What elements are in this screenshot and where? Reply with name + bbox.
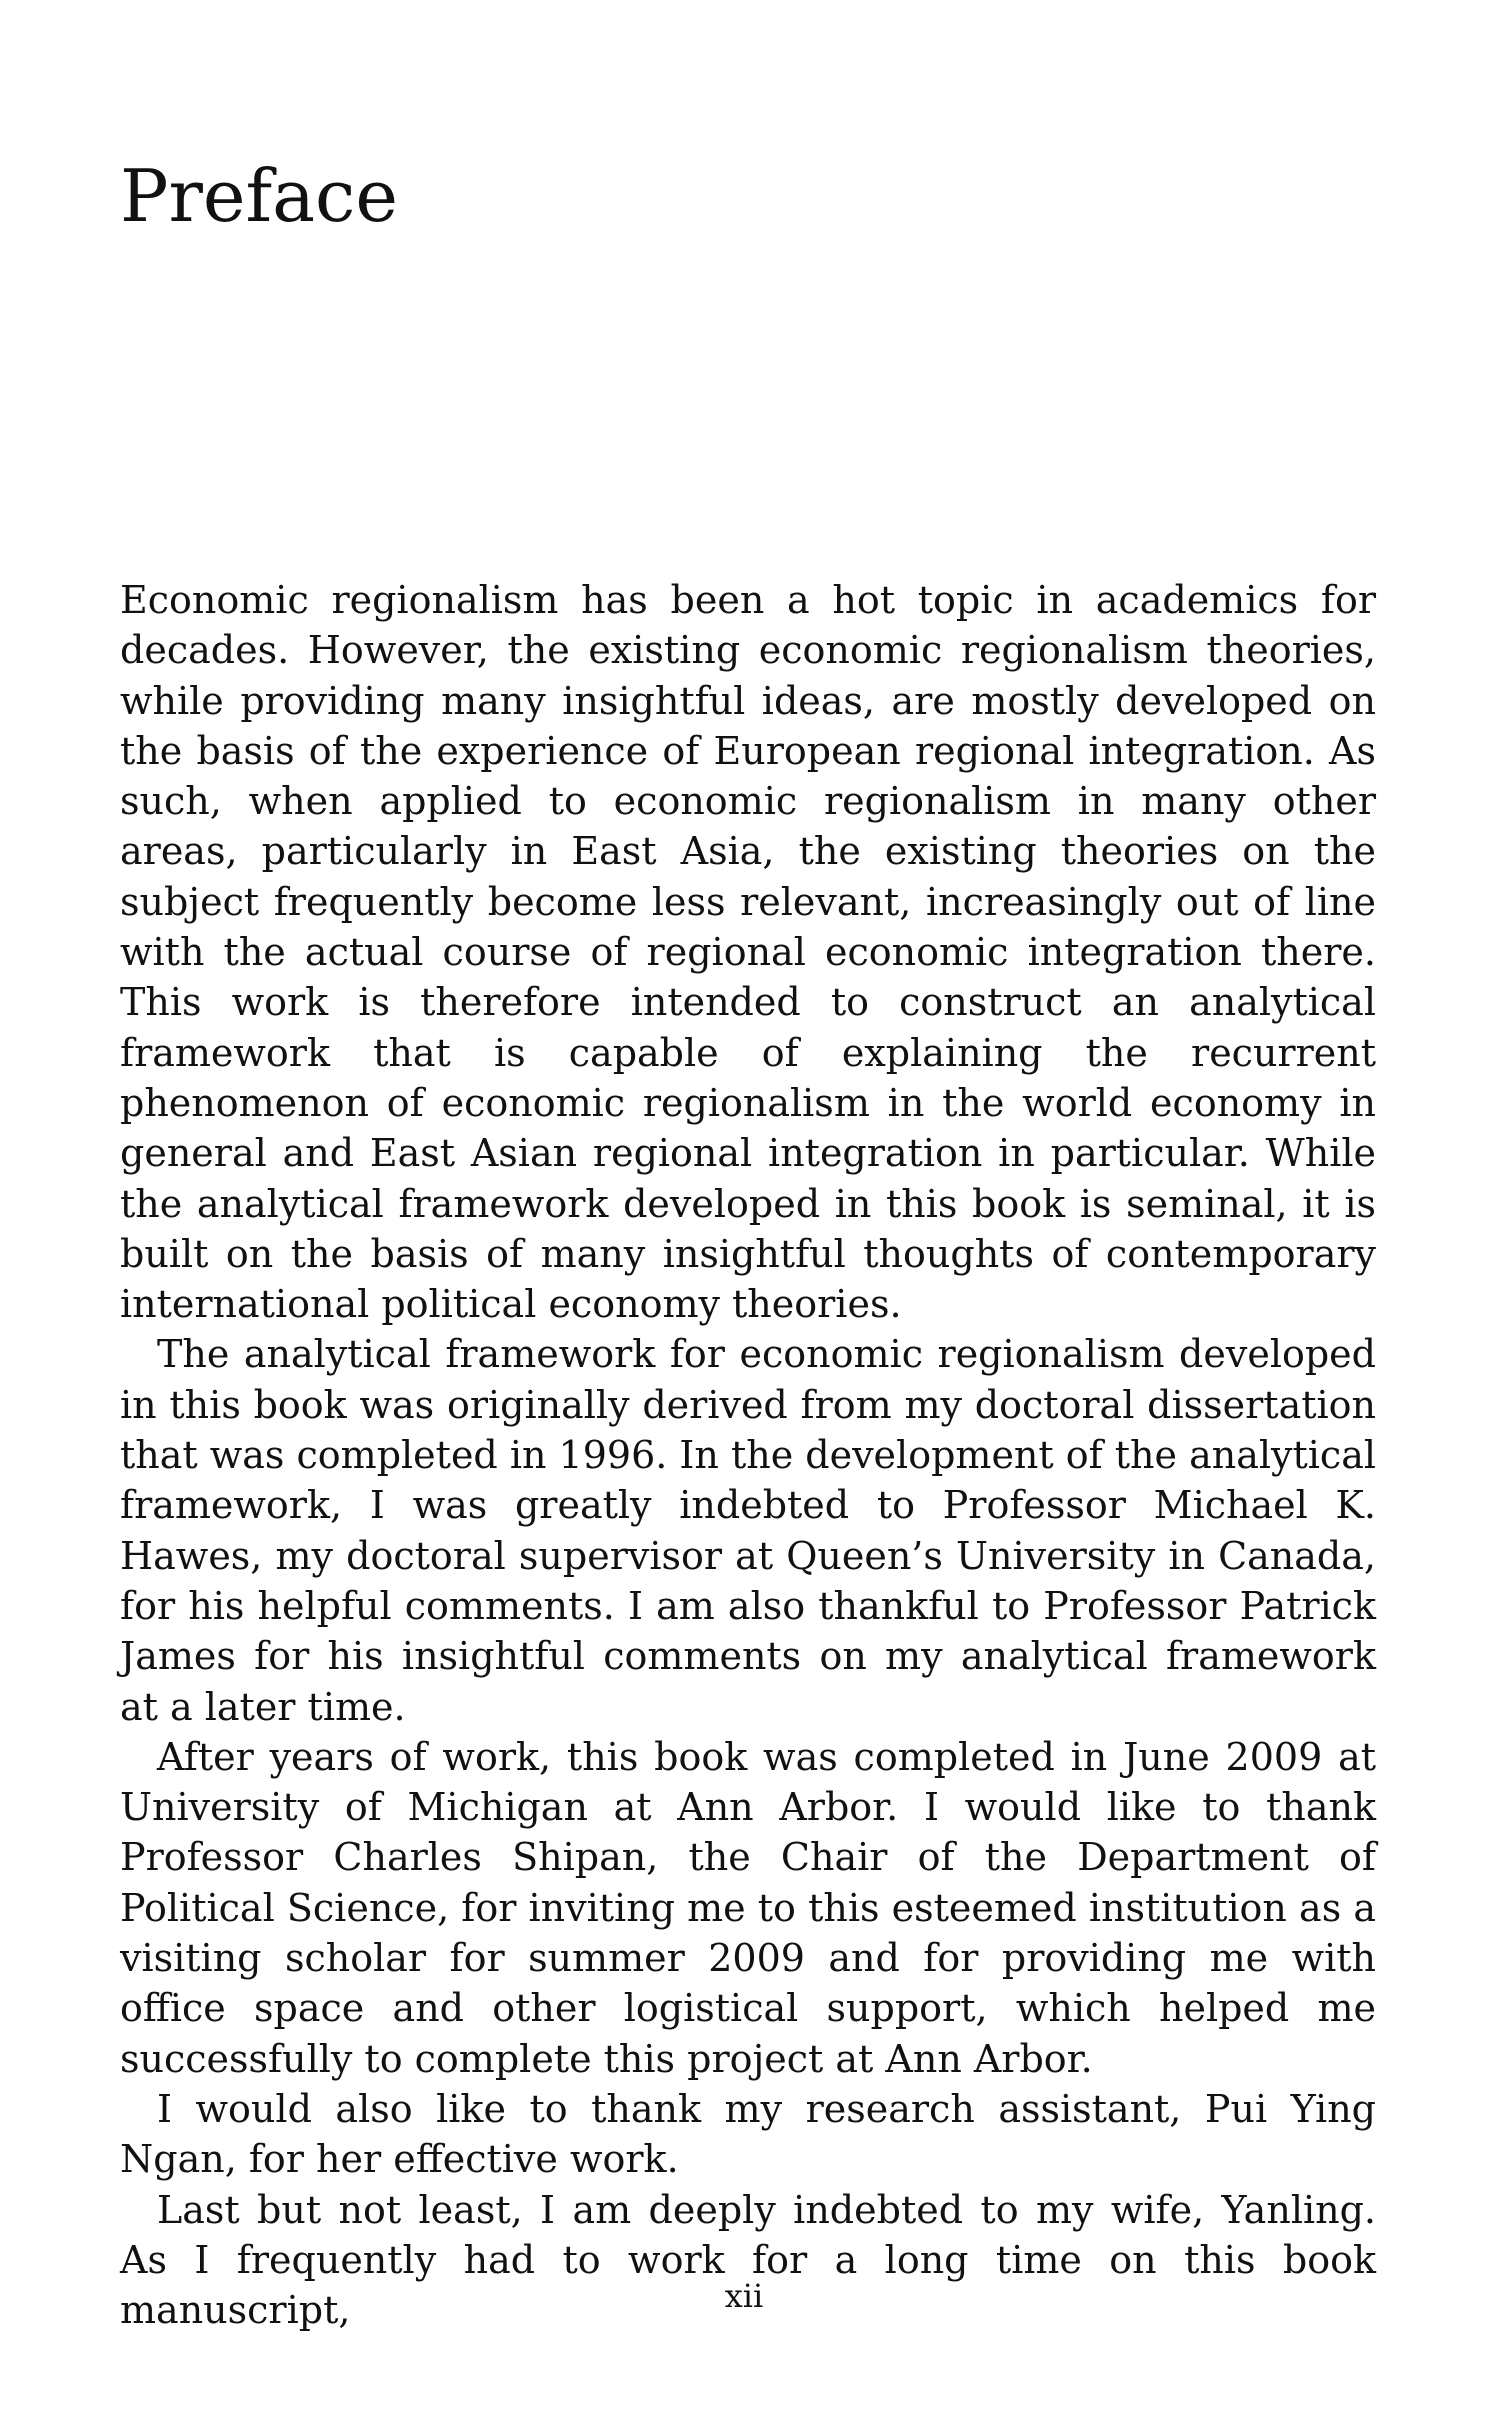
paragraph-5: Last but not least, I am deeply indebted to my wife, Yanling. As I frequently had to work for a long time on this book manuscript, (120, 2187, 1376, 2333)
paragraph-3: After years of work, this book was completed in June 2009 at University of Michigan at Ann Arbor. I would like to thank Professor Charles Shipan, the Chair of the Department of Political Science, for inviting me to this esteemed institution as a visiting scholar for summer 2009 and for providing me with office space and other logistical support, which helped me successfully to complete this project at Ann Arbor. (120, 1734, 1376, 2081)
paragraph-2: The analytical framework for economic regionalism developed in this book was originally derived from my doctoral dissertation that was completed in 1996. In the development of the analytical framework, I was greatly indebted to Professor Michael K. Hawes, my doctoral supervisor at Queen’s University in Canada, for his helpful comments. I am also thankful to Professor Patrick James for his insightful comments on my analytical framework at a later time. (120, 1332, 1377, 1729)
preface-body (120, 575, 1376, 2335)
paragraph-1: Economic regionalism has been a hot topic in academics for decades. However, the existing economic regionalism theories, while providing many insightful ideas, are mostly developed on the basis of the experience of European regional integration. As such, when applied to economic regionalism in many other areas, particularly in East Asia, the existing theories on the subject frequently become less relevant, increasingly out of line with the actual course of regional economic integration there. This work is therefore intended to construct an analytical framework that is capable of explaining the recurrent phenomenon of economic regionalism in the world economy in general and East Asian regional integration in particular. While the analytical framework developed in this book is seminal, it is built on the basis of many insightful thoughts of contemporary international political economy theories. (120, 578, 1376, 1327)
page-number: xii (724, 2277, 764, 2315)
paragraph-4: I would also like to thank my research assistant, Pui Ying Ngan, for her effective work. (120, 2086, 1376, 2182)
page-title: Preface (120, 154, 398, 238)
